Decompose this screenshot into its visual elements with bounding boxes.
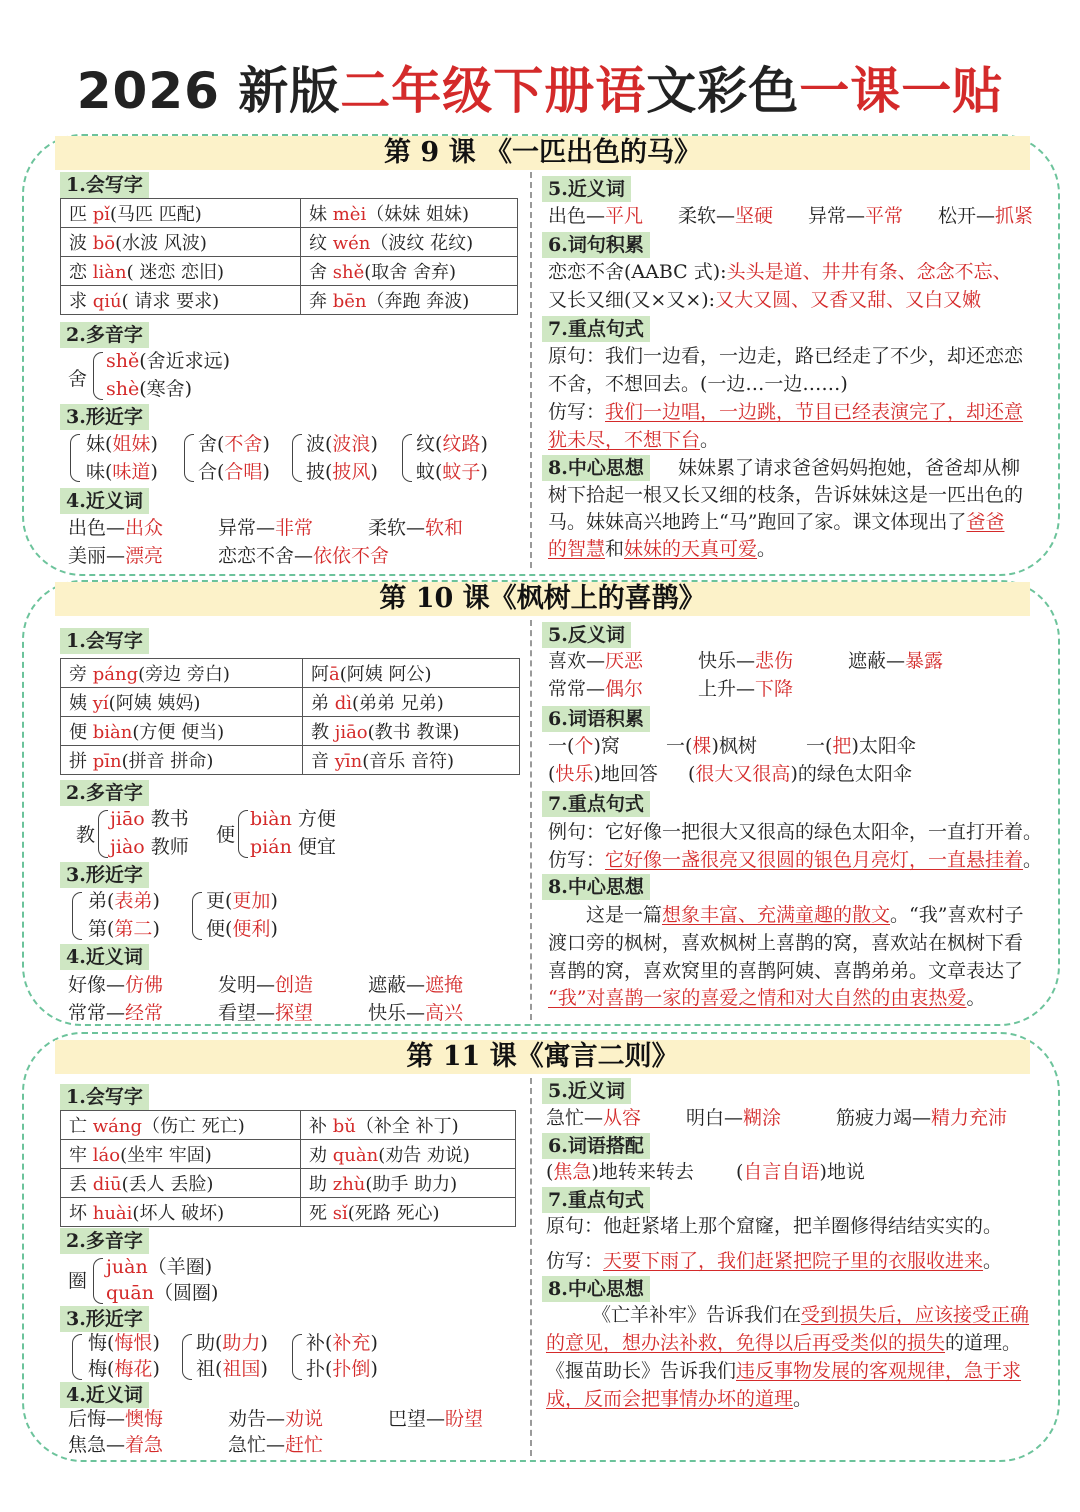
lesson-11-title: 第 11 课《寓言二则》 (55, 1040, 1030, 1074)
brace (70, 434, 80, 482)
polyphonic-char: 教 (76, 824, 96, 846)
similar-char: 扑(扑倒) (306, 1358, 378, 1380)
imitation-sentence: 仿写：我们一边唱，一边跳，节目已经表演完了，却还意 (548, 401, 1024, 423)
accumulation-line: 又长又细(又×又×):又大又圆、又香又甜、又白又嫩 (548, 289, 982, 311)
central-idea-text: 树下拾起一根又长又细的枝条，告诉妹妹这是一匹出色的 (548, 484, 1024, 506)
section-synonyms: 4.近义词 (60, 1382, 149, 1408)
word-pair: 恋恋不舍—依依不舍 (218, 545, 390, 567)
polyphonic-reading: juàn（羊圈) (106, 1256, 213, 1278)
section-synonyms: 4.近义词 (60, 488, 149, 514)
word-pair: 急忙—从容 (546, 1107, 642, 1129)
central-idea-text: “我”对喜鹊一家的喜爱之情和对大自然的由衷热爱。 (548, 987, 986, 1009)
word-pair: 异常—非常 (218, 517, 314, 539)
polyphonic-char: 圈 (68, 1270, 88, 1292)
similar-char: 味(味道) (86, 461, 158, 483)
similar-char: 妹(姐妹) (86, 433, 158, 455)
word-pair: 急忙—赶忙 (228, 1434, 324, 1456)
section-polyphonic: 2.多音字 (60, 322, 149, 348)
word-pair: 遮蔽—遮掩 (368, 974, 464, 996)
phrase: (很大又很高)的绿色太阳伞 (688, 763, 912, 785)
polyphonic-char: 便 (216, 824, 236, 846)
polyphonic-reading: jiào 教师 (110, 836, 189, 858)
brace (292, 1334, 302, 1380)
word-pair: 巴望—盼望 (388, 1408, 484, 1430)
word-pair: 劝告—劝说 (228, 1408, 324, 1430)
brace (292, 434, 302, 482)
brace (72, 1334, 82, 1380)
column-divider (530, 1078, 532, 1456)
central-idea-text: 妹妹累了请求爸爸妈妈抱她，爸爸却从柳 (678, 457, 1021, 479)
section-accumulation: 6.词语积累 (542, 706, 650, 732)
brace (238, 810, 248, 858)
table-row: 姨 yí(阿姨 姨妈) 弟 dì(弟弟 兄弟) (61, 688, 520, 717)
measure-word: 一(棵)枫树 (666, 735, 757, 757)
central-idea-text: 的智慧和妹妹的天真可爱。 (548, 538, 777, 560)
brace (192, 892, 202, 940)
section-accumulation: 6.词句积累 (542, 232, 650, 258)
table-row: 坏 huài(坏人 破坏) 死 sǐ(死路 死心) (61, 1198, 516, 1227)
phrase: (焦急)地转来转去 (546, 1161, 694, 1183)
brace (402, 434, 412, 482)
word-pair: 发明—创造 (218, 974, 314, 996)
original-sentence: 原句：他赶紧堵上那个窟窿，把羊圈修得结结实实的。 (546, 1215, 1003, 1237)
section-synonyms-2: 5.近义词 (542, 176, 631, 202)
polyphonic-reading: shě(舍近求远) (106, 350, 231, 372)
section-polyphonic: 2.多音字 (60, 780, 149, 806)
lesson-11-card (22, 1032, 1060, 1462)
polyphonic-reading: quān（圆圈) (106, 1282, 219, 1304)
similar-char: 更(更加) (206, 890, 278, 912)
table-row: 丢 diū(丢人 丢脸) 助 zhù(助手 助力) (61, 1169, 516, 1198)
column-divider (530, 172, 532, 568)
word-pair: 美丽—漂亮 (68, 545, 164, 567)
word-pair: 上升—下降 (698, 678, 794, 700)
word-pair: 快乐—高兴 (368, 1002, 464, 1024)
similar-char: 梅(梅花) (88, 1358, 160, 1380)
word-pair: 焦急—着急 (68, 1434, 164, 1456)
similar-char: 补(补充) (306, 1332, 378, 1354)
lesson-9-title: 第 9 课 《一匹出色的马》 (55, 136, 1030, 170)
polyphonic-reading: pián 便宜 (250, 836, 336, 858)
polyphonic-reading: biàn 方便 (250, 808, 336, 830)
example-sentence: 例句：它好像一把很大又很高的绿色太阳伞，一直打开着。 (548, 821, 1043, 843)
similar-char: 第(第二) (88, 918, 160, 940)
original-sentence: 不舍，不想回去。(一边…一边……) (548, 373, 848, 395)
brace (93, 352, 103, 400)
word-pair: 柔软—坚硬 (678, 205, 774, 227)
similar-char: 舍(不舍) (198, 433, 270, 455)
similar-char: 蚊(蚊子) (416, 461, 488, 483)
section-write-characters: 1.会写字 (60, 628, 149, 654)
brace (98, 810, 108, 858)
section-similar-chars: 3.形近字 (60, 862, 149, 888)
measure-word: 一(把)太阳伞 (806, 735, 916, 757)
section-synonyms: 4.近义词 (60, 944, 149, 970)
similar-char: 祖(祖国) (196, 1358, 268, 1380)
central-idea-text: 喜鹊的窝，喜欢窝里的喜鹊阿姨、喜鹊弟弟。文章表达了 (548, 960, 1024, 982)
word-pair: 常常—经常 (68, 1002, 164, 1024)
section-antonyms: 5.反义词 (542, 622, 631, 648)
central-idea-text: 成，反而会把事情办坏的道理。 (546, 1388, 813, 1410)
table-row: 匹 pǐ(马匹 匹配) 妹 mèi（妹妹 姐妹) (61, 199, 518, 228)
central-idea-text: 《揠苗助长》告诉我们违反事物发展的客观规律，急于求 (546, 1360, 1022, 1382)
original-sentence: 原句：我们一边看，一边走，路已经走了不少，却还恋恋 (548, 345, 1024, 367)
word-pair: 后悔—懊悔 (68, 1408, 164, 1430)
table-row: 求 qiú( 请求 要求) 奔 bēn（奔跑 奔波) (61, 286, 518, 315)
similar-char: 波(波浪) (306, 433, 378, 455)
section-similar-chars: 3.形近字 (60, 1306, 149, 1332)
word-pair: 出色—出众 (68, 517, 164, 539)
section-collocation: 6.词语搭配 (542, 1133, 650, 1159)
table-row: 便 biàn(方便 便当) 教 jiāo(教书 教课) (61, 717, 520, 746)
write-characters-table (60, 658, 520, 775)
word-pair: 常常—偶尔 (548, 678, 644, 700)
table-row: 波 bō(水波 风波) 纹 wén（波纹 花纹) (61, 228, 518, 257)
word-pair: 快乐—悲伤 (698, 650, 794, 672)
table-row: 恋 liàn( 迷恋 恋旧) 舍 shě(取舍 舍弃) (61, 257, 518, 286)
similar-char: 弟(表弟) (88, 890, 160, 912)
section-key-sentence: 7.重点句式 (542, 316, 650, 342)
word-pair: 异常—平常 (808, 205, 904, 227)
section-central-idea: 8.中心思想 (542, 455, 650, 481)
similar-char: 便(便利) (206, 918, 278, 940)
word-pair: 柔软—软和 (368, 517, 464, 539)
imitation-sentence: 仿写：天要下雨了，我们赶紧把院子里的衣服收进来。 (546, 1250, 1003, 1272)
accumulation-line: 恋恋不舍(AABC 式):头头是道、井井有条、念念不忘、 (548, 261, 1012, 283)
table-row: 拼 pīn(拼音 拼命) 音 yīn(音乐 音符) (61, 746, 520, 775)
similar-char: 悔(悔恨) (88, 1332, 160, 1354)
word-pair: 出色—平凡 (548, 205, 644, 227)
brace (184, 434, 194, 482)
central-idea-text: 的意见，想办法补救，免得以后再受类似的损失的道理。 (546, 1332, 1022, 1354)
similar-char: 纹(纹路) (416, 433, 488, 455)
imitation-sentence: 犹未尽，不想下台。 (548, 429, 720, 451)
section-polyphonic: 2.多音字 (60, 1228, 149, 1254)
brace (182, 1334, 192, 1380)
phrase: (快乐)地回答 (548, 763, 658, 785)
polyphonic-reading: jiāo 教书 (110, 808, 189, 830)
word-pair: 松开—抓紧 (938, 205, 1034, 227)
word-pair: 遮蔽—暴露 (848, 650, 944, 672)
section-central-idea: 8.中心思想 (542, 1276, 650, 1302)
polyphonic-char: 舍 (68, 368, 88, 390)
measure-word: 一(个)窝 (548, 735, 620, 757)
similar-char: 合(合唱) (198, 461, 270, 483)
central-idea-text: 渡口旁的枫树，喜欢枫树上喜鹊的窝，喜欢站在枫树下看 (548, 932, 1024, 954)
lesson-10-title: 第 10 课《枫树上的喜鹊》 (55, 582, 1030, 616)
word-pair: 筋疲力竭—精力充沛 (836, 1107, 1008, 1129)
word-pair: 明白—糊涂 (686, 1107, 782, 1129)
similar-char: 披(披风) (306, 461, 378, 483)
table-row: 旁 páng(旁边 旁白) 阿ā(阿姨 阿公) (61, 659, 520, 688)
table-row: 牢 láo(坐牢 牢固) 劝 quàn(劝告 劝说) (61, 1140, 516, 1169)
section-key-sentence: 7.重点句式 (542, 1187, 650, 1213)
page-title: 2026 新版二年级下册语文彩色一课一贴 (76, 62, 1004, 120)
section-write-characters: 1.会写字 (60, 1084, 149, 1110)
column-divider (530, 620, 532, 1020)
section-central-idea: 8.中心思想 (542, 874, 650, 900)
section-key-sentence: 7.重点句式 (542, 791, 650, 817)
section-write-characters: 1.会写字 (60, 172, 149, 198)
central-idea-text: 这是一篇想象丰富、充满童趣的散文。“我”喜欢村子 (586, 904, 1024, 926)
phrase: (自言自语)地说 (736, 1161, 865, 1183)
central-idea-text: 马。妹妹高兴地跨上“马”跑回了家。课文体现出了爸爸 (548, 511, 1005, 533)
section-synonyms-2: 5.近义词 (542, 1078, 631, 1104)
brace (72, 892, 82, 940)
central-idea-text: 《亡羊补牢》告诉我们在受到损失后，应该接受正确 (592, 1304, 1030, 1326)
word-pair: 喜欢—厌恶 (548, 650, 644, 672)
section-similar-chars: 3.形近字 (60, 404, 149, 430)
polyphonic-reading: shè(寒舍) (106, 378, 193, 400)
write-characters-table (60, 198, 518, 315)
imitation-sentence: 仿写：它好像一盏很亮又很圆的银色月亮灯，一直悬挂着。 (548, 849, 1043, 871)
similar-char: 助(助力) (196, 1332, 268, 1354)
word-pair: 好像—仿佛 (68, 974, 164, 996)
write-characters-table (60, 1110, 516, 1227)
word-pair: 看望—探望 (218, 1002, 314, 1024)
table-row: 亡 wáng（伤亡 死亡) 补 bǔ（补全 补丁) (61, 1111, 516, 1140)
brace (93, 1258, 103, 1304)
